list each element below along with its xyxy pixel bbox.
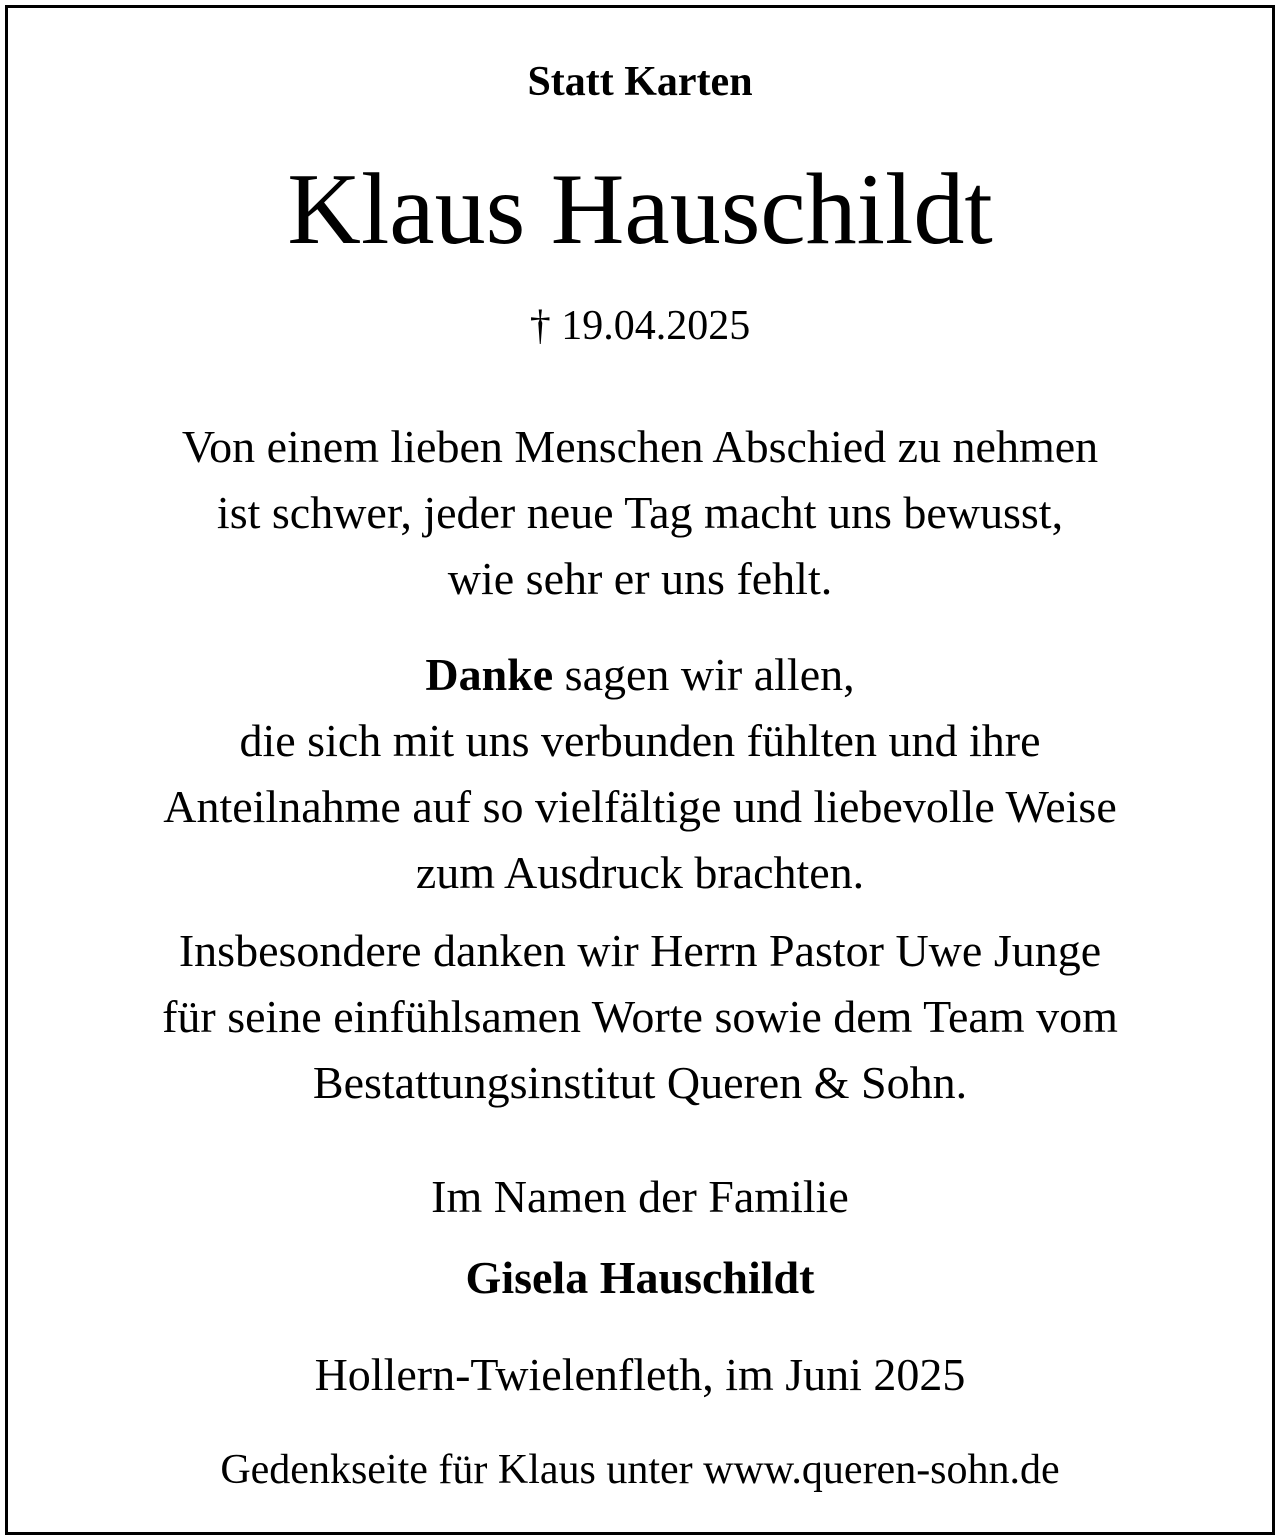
heading-statt-karten: Statt Karten — [527, 59, 753, 105]
thanks-line: die sich mit uns verbunden fühlten und ihre — [239, 715, 1041, 766]
verse-line: Von einem lieben Menschen Abschied zu nehmen — [181, 421, 1099, 472]
special-thanks-paragraph — [0, 918, 1280, 1116]
thanks-first-rest: sagen wir allen, — [553, 649, 855, 700]
death-date: 19.04.2025 — [561, 303, 751, 349]
memorial-page-line: Gedenkseite für Klaus unter www.queren-sohn.de — [220, 1447, 1060, 1493]
place-date: Hollern-Twielenfleth, im Juni 2025 — [314, 1349, 966, 1400]
signatory-name: Gisela Hauschildt — [465, 1252, 815, 1303]
thanks-line: zum Ausdruck brachten. — [415, 847, 865, 898]
deceased-name: Klaus Hauschildt — [287, 153, 993, 266]
verse-line: ist schwer, jeder neue Tag macht uns bewusst, — [216, 487, 1064, 538]
thanks-first-line — [0, 642, 1280, 708]
death-date-line — [0, 300, 1280, 352]
thanks-bold-word: Danke — [425, 649, 554, 700]
thanks-paragraph — [0, 642, 1280, 906]
family-line: Im Namen der Familie — [431, 1171, 849, 1222]
thanks-line: Anteilnahme auf so vielfältige und liebevolle Weise — [163, 781, 1117, 832]
dagger-icon: † — [529, 303, 551, 349]
special-thanks-line: für seine einfühlsamen Worte sowie dem Team vom — [162, 991, 1118, 1042]
verse-paragraph — [0, 414, 1280, 612]
special-thanks-line: Insbesondere danken wir Herrn Pastor Uwe Junge — [178, 925, 1102, 976]
special-thanks-line: Bestattungsinstitut Queren & Sohn. — [312, 1057, 968, 1108]
verse-line: wie sehr er uns fehlt. — [447, 553, 833, 604]
